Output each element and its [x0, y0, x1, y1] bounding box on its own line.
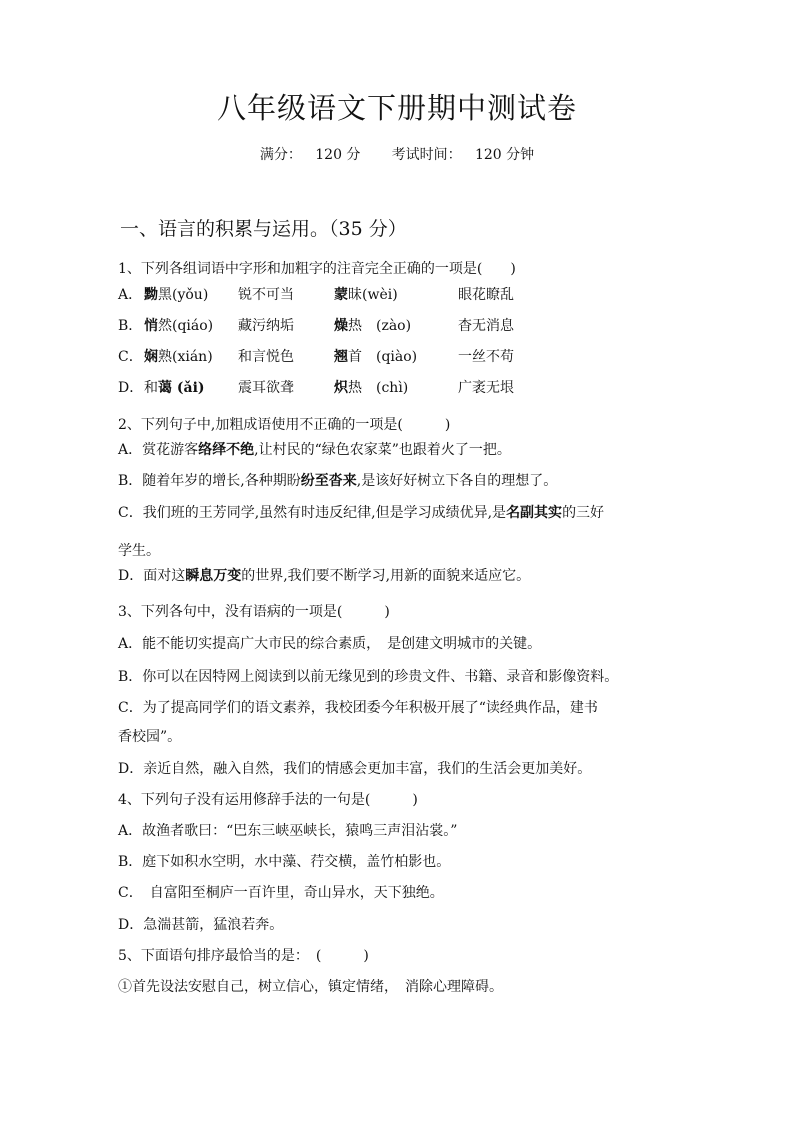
option-letter: D．	[118, 380, 144, 396]
option-word: 杳无消息	[458, 318, 514, 334]
question-3-option-d: D．亲近自然，融入自然，我们的情感会更加丰富，我们的生活会更加美好。	[118, 761, 592, 777]
question-5-sentence-1: ①首先设法安慰自己，树立信心，镇定情绪， 消除心理障碍。	[118, 979, 503, 995]
question-1-stem: 1、下列各组词语中字形和加粗字的注音完全正确的一项是( )	[118, 261, 516, 277]
time-label: 考试时间：	[391, 147, 462, 163]
question-2-option-d: D．面对这瞬息万变的世界,我们要不断学习,用新的面貌来适应它。	[118, 568, 531, 584]
option-word: 一丝不苟	[458, 349, 514, 365]
question-4-option-a: A．故渔者歌曰：“巴东三峡巫峡长，猿鸣三声泪沾裳。”	[118, 823, 458, 839]
question-3-option-c-cont: 香校园”。	[118, 729, 182, 745]
option-word: 炽热 (chì)	[334, 380, 409, 396]
option-word: 燥热 (zào)	[334, 318, 412, 334]
option-word: 翘首 (qiào)	[334, 349, 418, 365]
option-word: 广袤无垠	[458, 380, 514, 396]
question-4-option-d: D．急湍甚箭，猛浪若奔。	[118, 917, 284, 933]
option-word: 和言悦色	[238, 349, 294, 365]
question-3-option-a: A．能不能切实提高广大市民的综合素质， 是创建文明城市的关键。	[118, 636, 542, 652]
option-word: 藏污纳垢	[238, 318, 294, 334]
option-letter: C．	[118, 349, 143, 365]
option-word: 蒙昧(wèi)	[334, 287, 398, 303]
option-word: 黝黑(yǒu)	[144, 287, 209, 303]
section-heading: 一、语言的积累与运用。（35 分）	[120, 218, 407, 240]
time-value: 120 分钟	[474, 147, 535, 163]
question-2-option-a: A．赏花游客络绎不绝,让村民的“绿色农家菜”也跟着火了一把。	[118, 442, 511, 458]
option-letter: B．	[118, 318, 143, 334]
question-3-option-c: C．为了提高同学们的语文素养，我校团委今年积极开展了“读经典作品，建书	[118, 700, 598, 716]
exam-meta	[0, 144, 794, 164]
option-word: 眼花瞭乱	[458, 287, 514, 303]
question-4-option-b: B．庭下如积水空明，水中藻、荇交横，盖竹柏影也。	[118, 854, 451, 870]
option-word: 锐不可当	[238, 287, 294, 303]
question-4-stem: 4、下列句子没有运用修辞手法的一句是( )	[118, 792, 418, 808]
option-word: 和蔼 (ǎi)	[144, 380, 205, 396]
question-5-stem: 5、下面语句排序最恰当的是： ( )	[118, 948, 369, 964]
question-2-option-c: C．我们班的王芳同学,虽然有时违反纪律,但是学习成绩优异,是名副其实的三好	[118, 505, 605, 521]
score-label: 满分：	[259, 147, 302, 163]
score-value: 120 分	[315, 147, 361, 163]
question-4-option-c: C． 自富阳至桐庐一百许里，奇山异水，天下独绝。	[118, 885, 444, 901]
question-3-option-b: B．你可以在因特网上阅读到以前无缘见到的珍贵文件、书籍、录音和影像资料。	[118, 669, 619, 685]
question-2-option-c-cont: 学生。	[118, 543, 160, 559]
option-word: 娴熟(xián)	[144, 349, 213, 365]
option-word: 震耳欲聋	[238, 380, 294, 396]
exam-title: 八年级语文下册期中测试卷	[216, 91, 577, 125]
question-3-stem: 3、下列各句中，没有语病的一项是( )	[118, 604, 390, 620]
option-letter: A．	[118, 287, 143, 303]
option-word: 悄然(qiáo)	[144, 318, 214, 334]
question-2-stem: 2、下列句子中,加粗成语使用不正确的一项是( )	[118, 417, 451, 433]
question-2-option-b: B．随着年岁的增长,各种期盼纷至沓来,是该好好树立下各自的理想了。	[118, 473, 558, 489]
